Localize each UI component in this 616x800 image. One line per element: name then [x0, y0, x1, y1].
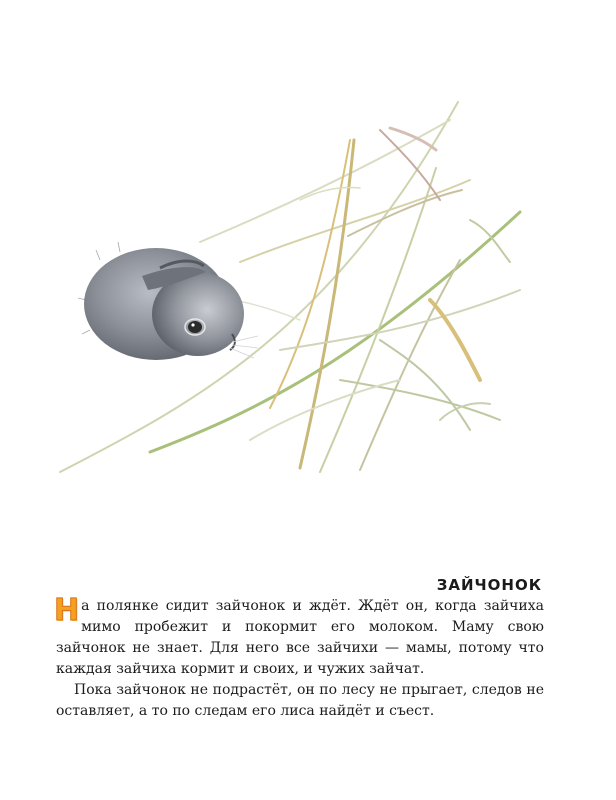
bunny-eye: [188, 321, 202, 333]
paragraph-1-text: а полянке сидит зайчонок и ждёт. Ждёт он, когда зайчиха мимо пробежит и покормит его молоком. Маму свою зайчонок не знает. Для него все зайчихи — мамы, потому что каждая зайчиха кормит и своих, и чужих зайчат.: [56, 598, 544, 677]
story-title: ЗАЙЧОНОК: [436, 576, 542, 594]
paragraph-2: Пока зайчонок не подрастёт, он по лесу не прыгает, следов не оставляет, а то по следам его лиса найдёт и съест.: [56, 682, 544, 719]
story-text: [54, 593, 544, 722]
paragraph-1: [54, 593, 544, 680]
bunny-figure: [78, 242, 258, 360]
drop-cap-letter: Н: [54, 593, 80, 628]
